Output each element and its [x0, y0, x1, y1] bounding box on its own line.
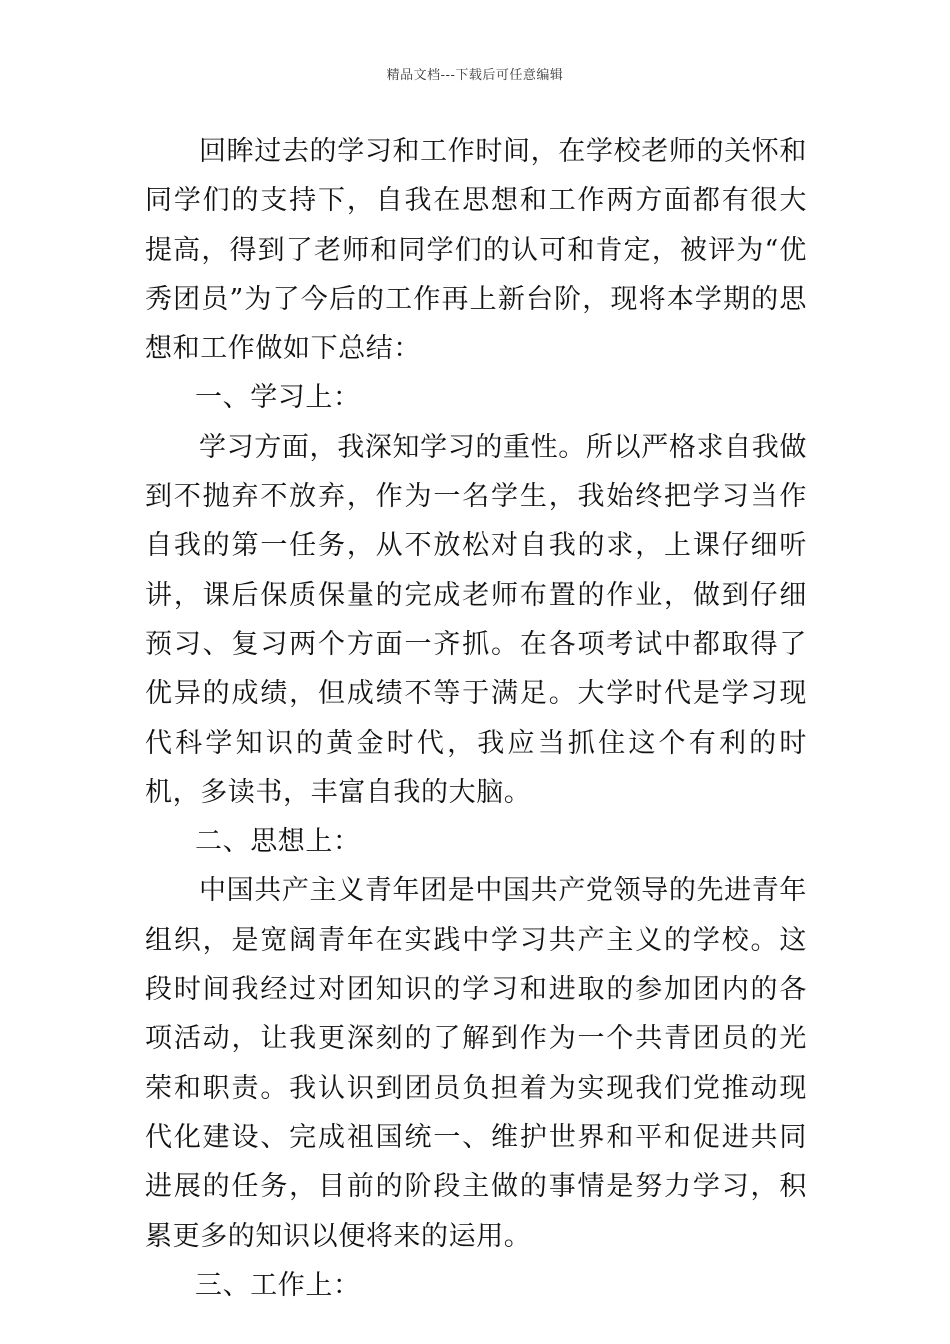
document-body	[145, 127, 807, 1310]
page-header: 精品文档---下载后可任意编辑	[386, 68, 564, 83]
section-paragraph-study: 学习方面，我深知学习的重性。所以严格求自我做到不抛弃不放弃，作为一名学生，我始终把学习当作自我的第一任务，从不放松对自我的求，上课仔细听讲，课后保质保量的完成老师布置的作业，做到仔细预习、复习两个方面一齐抓。在各项考试中都取得了优异的成绩，但成绩不等于满足。大学时代是学习现代科学知识的黄金时代，我应当抓住这个有利的时机，多读书，丰富自我的大脑。	[145, 431, 807, 808]
section-heading-study: 一、学习上：	[195, 382, 361, 414]
section-heading-thought: 二、思想上：	[195, 826, 361, 858]
intro-paragraph: 回眸过去的学习和工作时间，在学校老师的关怀和同学们的支持下，自我在思想和工作两方面都有很大提高，得到了老师和同学们的认可和肯定，被评为“优秀团员”为了今后的工作再上新台阶，现将本学期的思想和工作做如下总结：	[145, 136, 807, 365]
section-paragraph-thought: 中国共产主义青年团是中国共产党领导的先进青年组织，是宽阔青年在实践中学习共产主义的学校。这段时间我经过对团知识的学习和进取的参加团内的各项活动，让我更深刻的了解到作为一个共青团员的光荣和职责。我认识到团员负担着为实现我们党推动现代化建设、完成祖国统一、维护世界和平和促进共同进展的任务，目前的阶段主做的事情是努力学习，积累更多的知识以便将来的运用。	[145, 875, 807, 1252]
section-heading-work: 三、工作上：	[195, 1269, 361, 1301]
